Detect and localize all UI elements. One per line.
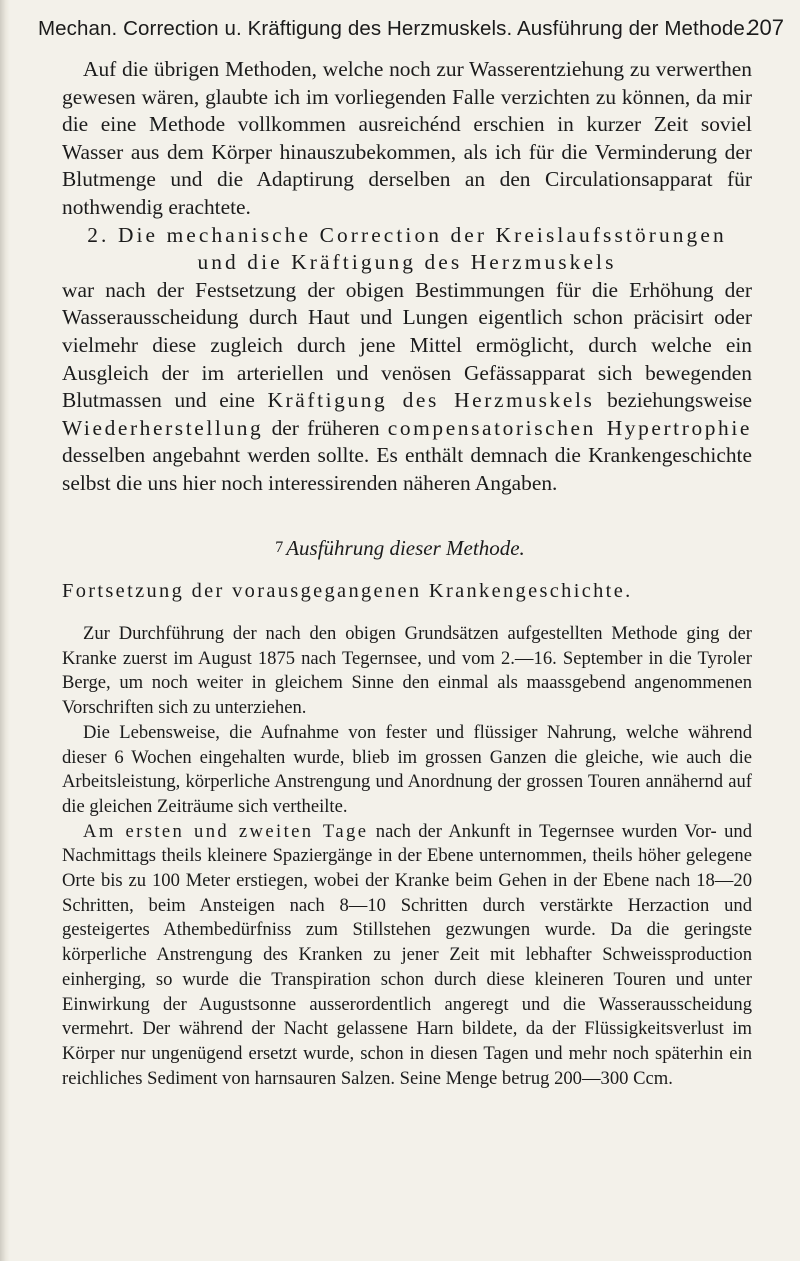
paragraph-lebensweise: Die Lebensweise, die Aufnahme von fester und flüssiger Nahrung, welche während dieser 6 Wochen eingehalten wurde, blieb im grossen Ganzen die gleiche, wie auch die Arbeitsleistung, körperliche Anstrengung und Anordnung der grossen Touren annähernd auf die gleichen Zeiträume sich vertheilte. <box>62 721 752 817</box>
emphasis-kraeftigung: Kräftigung des Herzmuskels <box>267 388 595 413</box>
emphasis-hypertrophie: compensatorischen Hypertrophie <box>387 415 752 440</box>
continuation-heading: Fortsetzung der vorausgegangenen Krankengeschichte. <box>62 580 633 602</box>
running-title: Mechan. Correction u. Kräftigung des Herzmuskels. Ausführung der Methode. <box>38 17 751 40</box>
section-2-text-3: der früheren <box>271 415 380 440</box>
paragraph-erste-tage-text: nach der Ankunft in Tegernsee wurden Vor- und Nachmittags theils kleinere Spaziergänge in der Ebene unternommen, theils höher gelegene Orte bis zu 100 Meter erstiegen, wobei der Kranke beim Gehen in der Ebene nach 18—20 Schritten, beim Ansteigen nach 8—10 Schritten durch verstärkte Herzaction und gesteigertes Athembedürfniss zum Stillstehen gezwungen wurde. Da die geringste körperliche Anstrengung des Kranken zu jener Zeit mit lebhafter Schweissproduction einherging, so wurde die Transpiration schon durch diese kleineren Touren und unter Einwirkung der Augustsonne ausserordentlich angeregt und die Wasserausscheidung vermehrt. Der während der Nacht gelassene Harn bildete, da der Flüssigkeitsverlust im Körper nur ungenügend ersetzt wurde, schon in diesen Tagen und mehr noch späterhin ein reichliches Sediment von harnsauren Salzen. Seine Menge betrug 200—300 Ccm. <box>62 820 752 1089</box>
section-heading-2 <box>62 222 752 277</box>
paragraph-erste-tage <box>62 820 752 1092</box>
subsection-mark: 7 <box>275 539 284 556</box>
emphasis-wiederherstellung: Wiederherstellung <box>62 415 264 440</box>
paragraph-section-2 <box>62 277 752 498</box>
lower-text-block <box>62 622 752 1091</box>
paragraph-water-removal: Auf die übrigen Methoden, welche noch zur Wasserentziehung zu verwerthen gewesen wären, glaubte ich im vorliegenden Falle verzichten zu können, da mir die eine Methode vollkommen ausreichénd erschien in kurzer Zeit soviel Wasser aus dem Körper hinauszubekommen, als ich für die Verminderung der Blutmenge und die Adaptirung derselben an den Circulationsapparat für nothwendig erachtete. <box>62 57 752 219</box>
section-2-text-1: war nach der Festsetzung der obigen Bestimmungen für die Erhöhung der Wasserausscheidung durch Haut und Lungen eigentlich schon präcisirt oder vielmehr diese zugleich durch jene Mittel ermöglicht, durch welche ein Ausgleich der im arteriellen und venösen Gefässapparat sich bewegenden Blutmassen und eine <box>62 277 752 413</box>
upper-text-block <box>62 56 752 498</box>
section-heading-2-text: 2. Die mechanische Correction der Kreislaufsstörungen und die Kräftigung des Herzmuskels <box>87 222 727 275</box>
page-header <box>38 8 790 48</box>
page-number: 207 <box>747 15 784 40</box>
paragraph-durchfuehrung: Zur Durchführung der nach den obigen Grundsätzen aufgestellten Methode ging der Kranke zuerst im August 1875 nach Tegernsee, und vom 2.—16. September in die Tyroler Berge, um noch weiter in gleichem Sinne den einmal als maassgebend angenommenen Vorschriften sich zu unterziehen. <box>62 623 752 719</box>
subsection-title-text: Ausführung dieser Methode. <box>286 536 525 560</box>
page-gutter-shadow <box>0 0 10 1261</box>
emphasis-erste-tage: Am ersten und zweiten Tage <box>83 820 369 842</box>
section-2-text-4: desselben angebahnt werden sollte. Es enthält demnach die Krankengeschichte selbst die uns hier noch interessirenden näheren Angaben. <box>62 443 752 495</box>
subsection-title <box>0 536 800 561</box>
section-2-text-2: beziehungsweise <box>607 388 753 413</box>
